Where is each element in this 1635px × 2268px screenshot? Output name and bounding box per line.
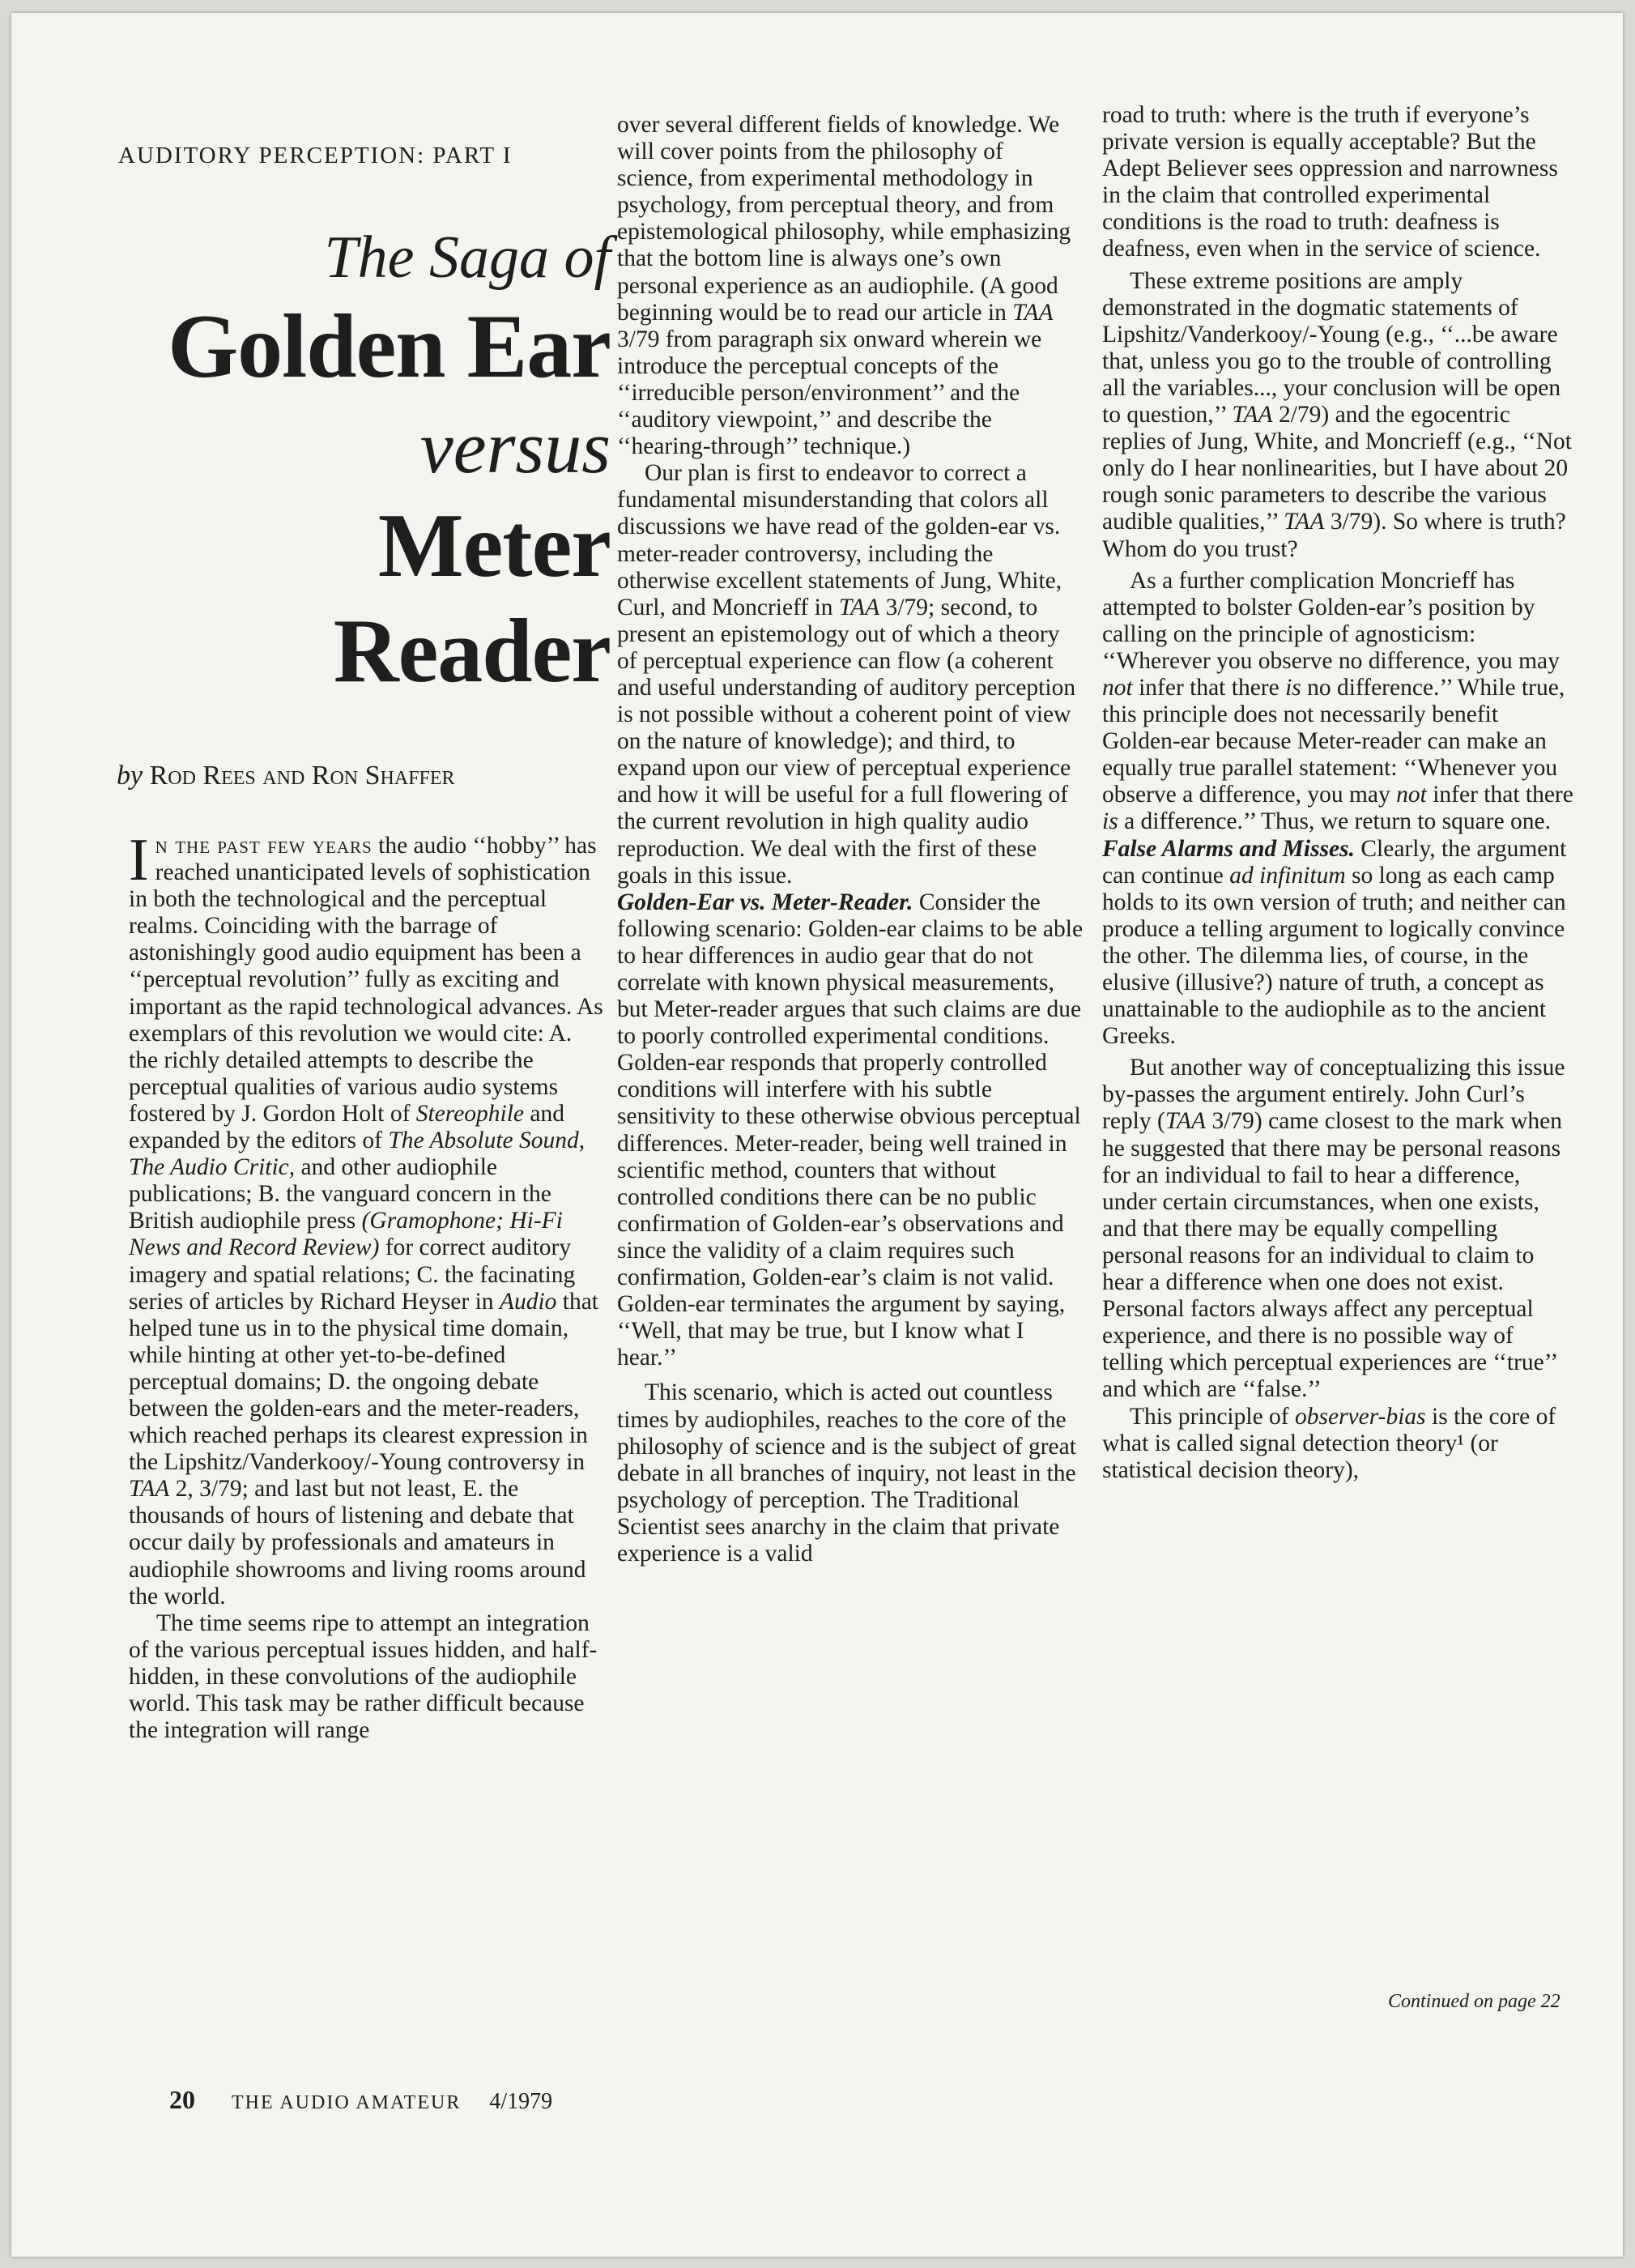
issue-date: 4/1979 — [489, 2089, 553, 2114]
italic-taa: TAA — [129, 1476, 170, 1503]
italic-stereophile: Stereophile — [415, 1100, 525, 1127]
italic-is: is — [1102, 808, 1118, 835]
italic-is: is — [1285, 674, 1301, 701]
italic-taa: TAA — [838, 594, 880, 620]
italic-publications: The Absolute Sound, The Audio Critic, — [129, 1128, 585, 1181]
col2-paragraph-1 — [617, 112, 1085, 460]
page-footer — [169, 2085, 552, 2115]
col3-paragraph-4 — [1102, 836, 1578, 1051]
text-span: Our plan is first to endeavor to correct a fundamental misunderstanding that colors all discussions we have read of the golden-ear vs. meter-reader controversy, including the otherwise excellent statements of Jung, White, Curl, and Moncrieff in — [617, 460, 1062, 620]
italic-observer-bias: observer-bias — [1295, 1403, 1426, 1430]
title-the-saga-of: The Saga of — [324, 224, 611, 291]
col2-paragraph-2 — [617, 460, 1085, 889]
text-span: and expanded by the editors of — [129, 1100, 564, 1154]
italic-taa: TAA — [1165, 1108, 1207, 1135]
continued-note: Continued on page 22 — [1388, 1991, 1560, 2012]
col1-paragraph-1 — [129, 827, 607, 1610]
subhead-golden-ear-vs-meter-reader: Golden-Ear vs. Meter-Reader. — [617, 889, 913, 915]
title-versus: versus — [419, 406, 611, 488]
text-span: for correct auditory imagery and spatial relations; C. the facinating series of articles by Richard Heyser in — [129, 1234, 576, 1315]
col3-paragraph-6 — [1102, 1404, 1578, 1484]
text-span: These extreme positions are amply demonstrated in the dogmatic statements of Lipshitz/Vanderkooy/-Young (e.g., ‘‘...be aware that, unless you go to the trouble of controlling all the variables..., your conclusion will be open to question,’’ — [1102, 267, 1561, 428]
subhead-false-alarms-and-misses: False Alarms and Misses. — [1102, 835, 1355, 862]
text-span: so long as each camp holds to its own version of truth; and neither can produce a telling argument to logically convince the other. The dilemma lies, of course, in the elusive (illusive?) nature of truth, a concept as unattainable to the audiophile as to the ancient Greeks. — [1102, 862, 1566, 1050]
text-span: This principle of — [1130, 1403, 1295, 1430]
magazine-page — [11, 13, 1623, 2257]
magazine-name: THE AUDIO AMATEUR — [232, 2092, 462, 2113]
byline — [117, 760, 619, 792]
text-span: over several different fields of knowledge. We will cover points from the philosophy of science, from experimental methodology in psychology, from perceptual theory, and from epistemological philosophy, while emphasizing that the bottom line is always one’s own personal experience as an audiophile. (A good beginning would be to read our article in — [617, 112, 1071, 326]
column-1 — [129, 827, 607, 1744]
text-span: infer that there — [1132, 674, 1286, 701]
byline-authors: Rod Rees and Ron Shaffer — [149, 761, 455, 791]
text-span: the audio ‘‘hobby’’ has reached unanticipated levels of sophistication in both the technological and the perceptual realms. Coinciding with the barrage of astonishingly good audio equipment has been a ‘‘perceptual revolution’’ fully as exciting and important as the rapid technological advances. As exemplars of this revolution we would cite: A. the richly detailed attempts to describe the perceptual qualities of various audio systems fostered by J. Gordon Holt of — [129, 833, 603, 1127]
text-span: 3/79 from paragraph six onward wherein we introduce the perceptual concepts of the ‘‘irreducible person/environment’’ and the ‘‘auditory viewpoint,’’ and describe the ‘‘hearing-through’’ technique.) — [617, 326, 1042, 460]
italic-taa: TAA — [1012, 299, 1054, 326]
text-span: 2, 3/79; and last but not least, E. the thousands of hours of listening and debate that occur daily by professionals and amateurs in audiophile showrooms and living rooms around the world. — [129, 1476, 586, 1609]
italic-taa: TAA — [1284, 509, 1325, 535]
italic-not: not — [1102, 674, 1133, 701]
italic-british-press: (Gramophone; Hi-Fi News and Record Review) — [129, 1208, 563, 1261]
byline-by: by — [117, 761, 143, 791]
text-span: Consider the following scenario: Golden-ear claims to be able to hear differences in audio gear that do not correlate with known physical measurements, but Meter-reader argues that such claims are due to poorly controlled experimental conditions. Golden-ear responds that properly controlled conditions will interfere with his subtle sensitivity to these otherwise obvious perceptual differences. Meter-reader, being well trained in scientific method, counters that without controlled conditions there can be no public confirmation of Golden-ear’s observations and since the validity of a claim requires such confirmation, Golden-ear’s claim is not valid. Golden-ear terminates the argument by saying, ‘‘Well, that may be true, but I know what I hear.’’ — [617, 889, 1084, 1371]
text-span: is the core of what is called signal detection theory¹ (or statistical decision theory), — [1102, 1403, 1556, 1483]
text-span: no difference.’’ While true, this principle does not necessarily benefit Golden-ear because Meter-reader can make an equally true parallel statement: ‘‘Whenever you observe a difference, you may — [1102, 674, 1565, 808]
italic-audio: Audio — [499, 1288, 557, 1315]
col2-paragraph-3 — [617, 889, 1085, 1372]
column-2 — [617, 112, 1085, 1567]
col3-paragraph-1: road to truth: where is the truth if everyone’s private version is equally acceptable? But the Adept Believer sees oppression and narrowness in the claim that controlled experimental conditions is the road to truth: deafness is deafness, even when in the service of science. — [1102, 102, 1558, 262]
series-kicker: AUDITORY PERCEPTION: PART I — [118, 143, 513, 168]
lead-in-caps: n the past few years — [155, 833, 373, 859]
title-golden-ear: Golden Ear — [168, 296, 611, 397]
title-meter: Meter — [377, 496, 611, 596]
col2-paragraph-4: This scenario, which is acted out countless times by audiophiles, reaches to the core of the philosophy of science and is the subject of great debate in all branches of inquiry, not least in the psychology of perception. The Traditional Scientist sees anarchy in the claim that private experience is a valid — [617, 1379, 1076, 1567]
drop-cap: I — [129, 827, 149, 893]
text-span: and other audiophile publications; B. the vanguard concern in the British audiophile press — [129, 1154, 551, 1234]
col3-paragraph-2 — [1102, 268, 1578, 563]
text-span: a difference.’’ Thus, we return to square one. — [1118, 808, 1552, 835]
italic-ad-infinitum: ad infinitum — [1229, 862, 1346, 889]
col3-paragraph-5 — [1102, 1055, 1578, 1403]
text-span: But another way of conceptualizing this issue by-passes the argument entirely. John Curl’s reply ( — [1102, 1055, 1565, 1135]
italic-not: not — [1396, 782, 1427, 808]
text-span: 3/79) came closest to the mark when he suggested that there may be personal reasons for an individual to fail to hear a difference, under certain circumstances, when one exists, and that there may be equally compelling personal reasons for an individual to claim to hear a difference when one does not exist. Personal factors always affect any perceptual experience, and there is no possible way of telling which perceptual experiences are ‘‘true’’ and which are ‘‘false.’’ — [1102, 1108, 1562, 1403]
text-span: 3/79). So where is truth? Whom do you trust? — [1102, 509, 1566, 562]
text-span: Clearly, the argument can continue — [1102, 835, 1567, 889]
text-span: 3/79; second, to present an epistemology out of which a theory of perceptual experience can flow (a coherent and useful understanding of auditory perception is not possible without a coherent point of view on the nature of knowledge); and third, to expand upon our view of perceptual experience and how it will be useful for a full flowering of the current revolution in high quality audio reproduction. We deal with the first of these goals in this issue. — [617, 594, 1076, 889]
text-span: 2/79) and the egocentric replies of Jung, White, and Moncrieff (e.g., ‘‘Not only do I hear nonlinearities, but I have about 20 rough sonic parameters to describe the various audible qualities,’’ — [1102, 402, 1573, 535]
text-span: infer that there — [1426, 782, 1573, 808]
text-span: As a further complication Moncrieff has attempted to bolster Golden-ear’s position by calling on the principle of agnosticism: ‘‘Wherever you observe no difference, you may — [1102, 567, 1560, 674]
col1-paragraph-2: The time seems ripe to attempt an integration of the various perceptual issues hidden, and half-hidden, in these convolutions of the audiophile world. This task may be rather difficult because the integration will range — [129, 1609, 598, 1744]
column-3 — [1102, 102, 1578, 1484]
title-reader: Reader — [333, 601, 611, 701]
italic-taa: TAA — [1232, 402, 1273, 428]
col3-paragraph-3 — [1102, 568, 1578, 836]
text-span: that helped tune us in to the physical time domain, while hinting at other yet-to-be-defined perceptual domains; D. the ongoing debate between the golden-ears and the meter-readers, which reached perhaps its clearest expression in the Lipshitz/Vanderkooy/-Young controversy in — [129, 1288, 599, 1476]
page-number: 20 — [169, 2085, 195, 2114]
